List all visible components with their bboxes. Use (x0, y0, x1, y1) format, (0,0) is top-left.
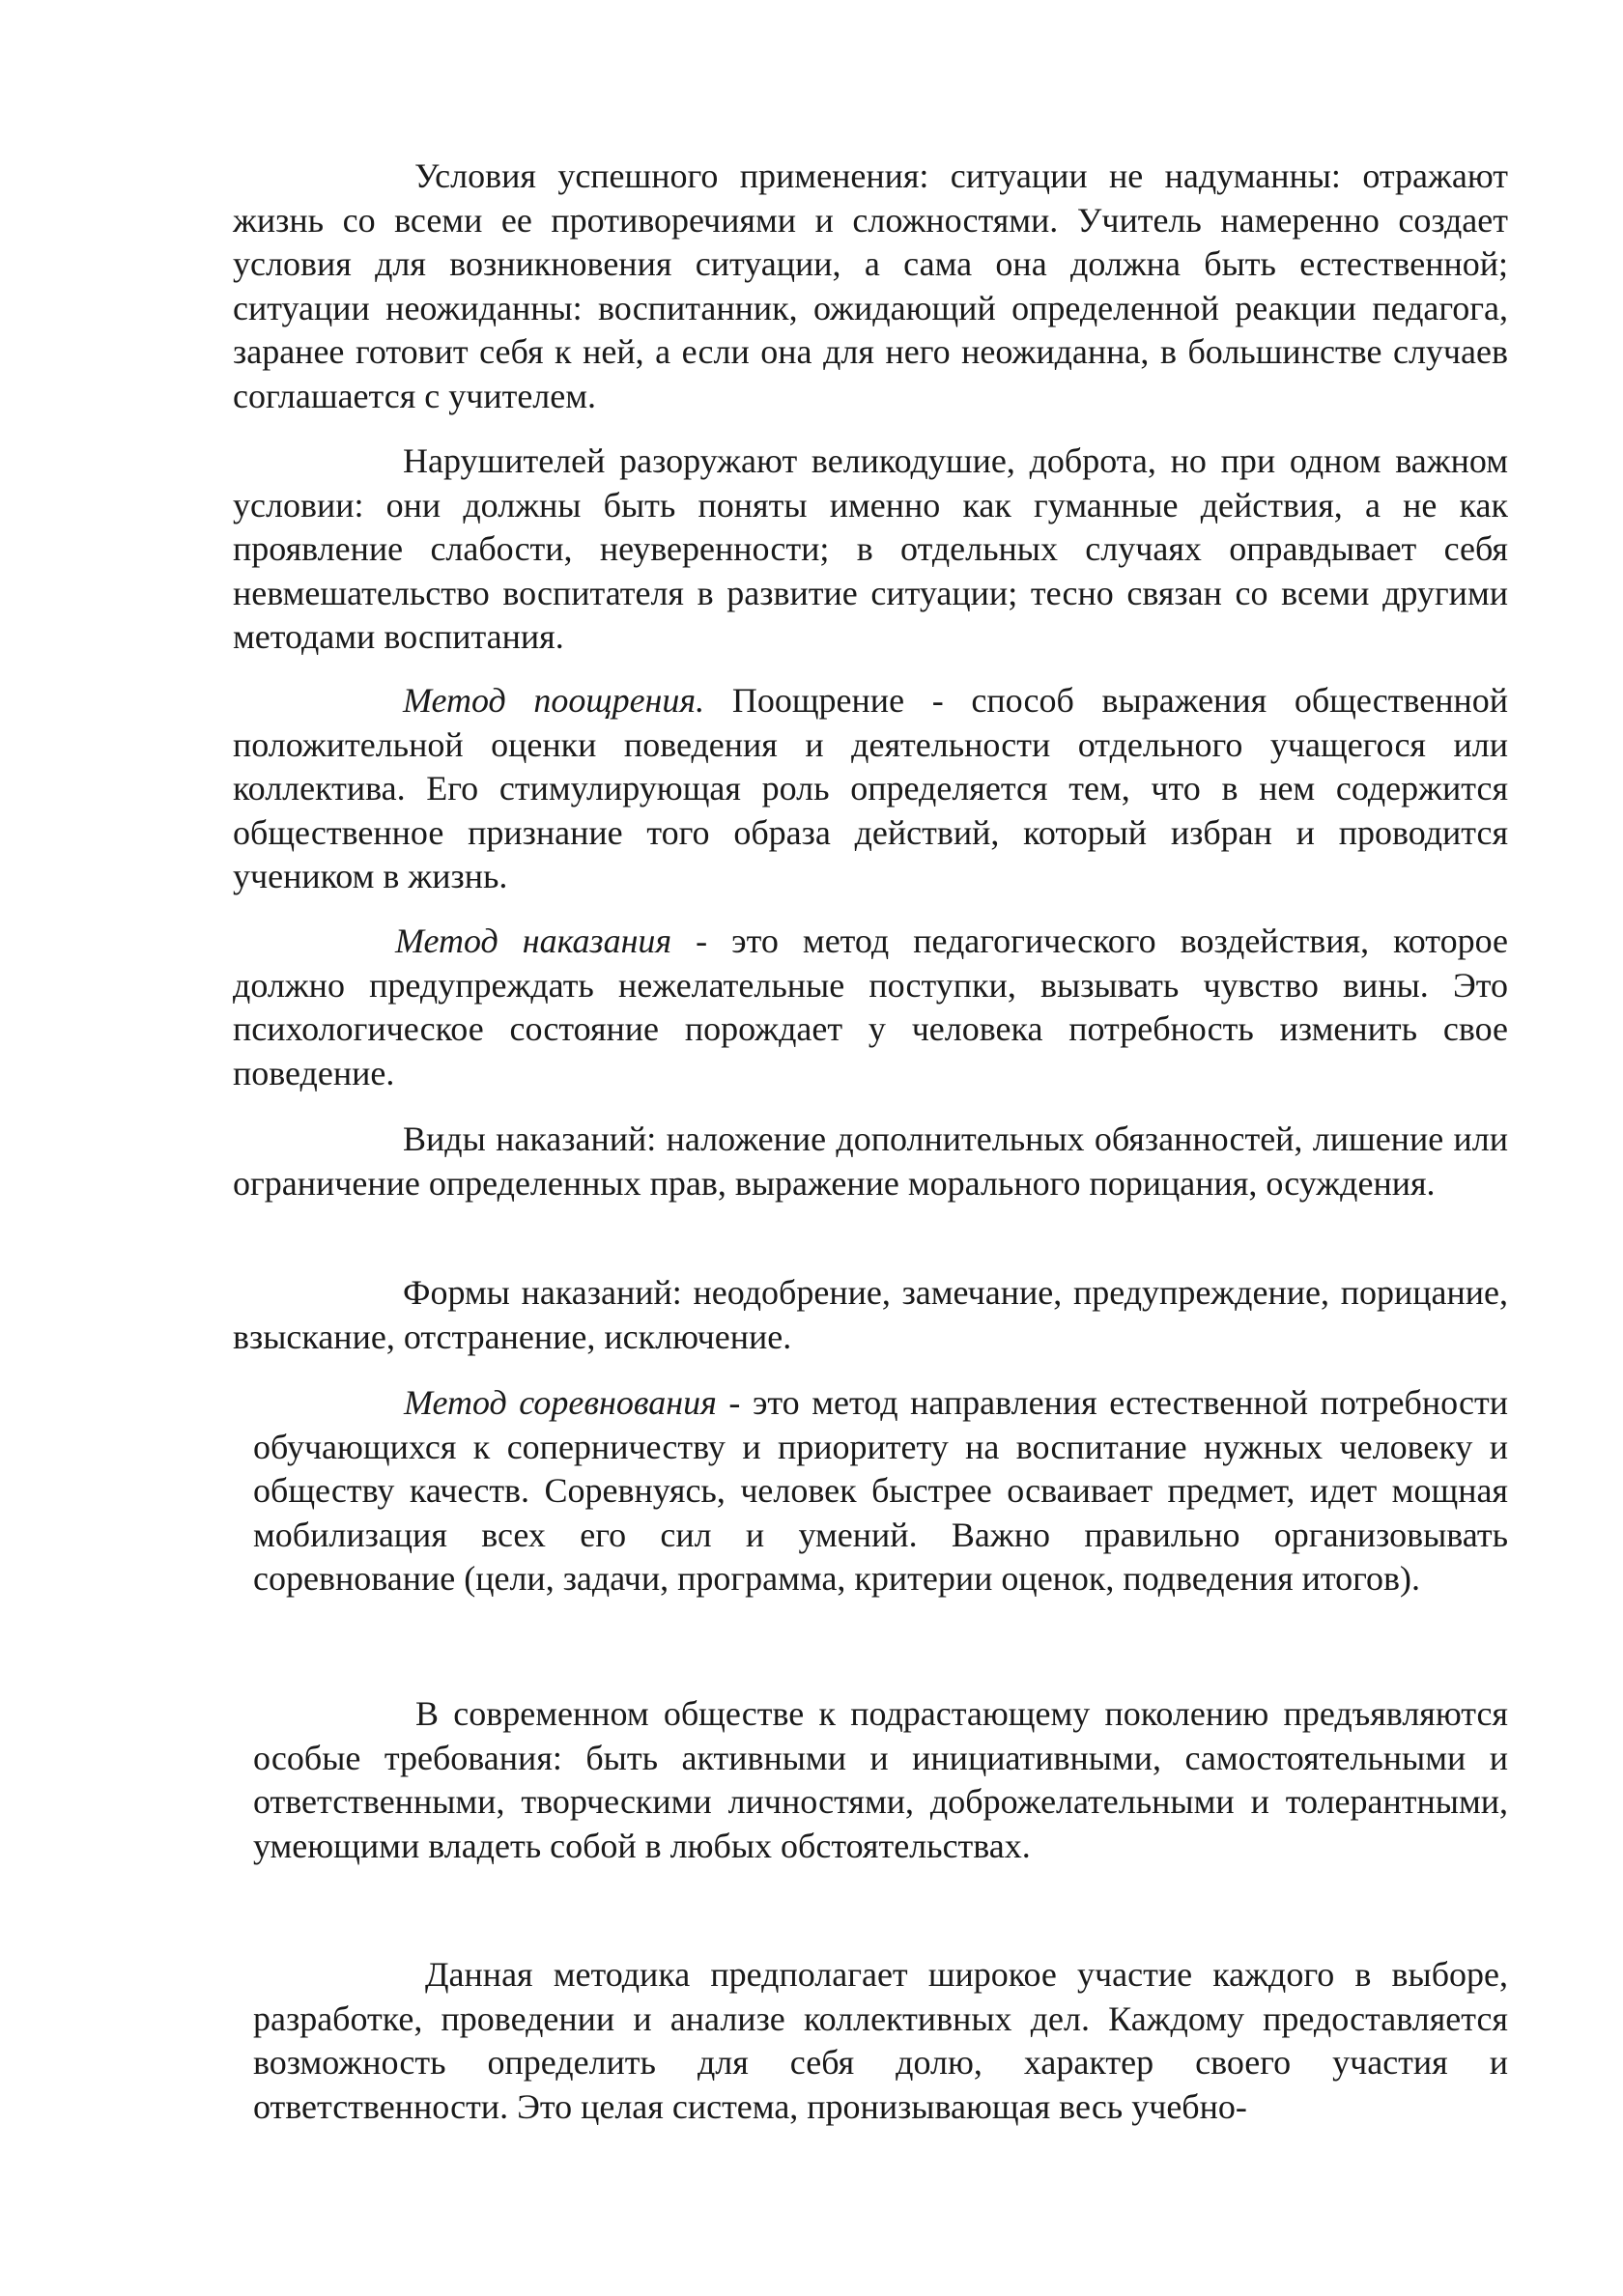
paragraph-punishment-method (233, 920, 1508, 1095)
paragraph-encouragement-method (233, 679, 1508, 899)
paragraph-competition-method (253, 1381, 1508, 1602)
paragraph-punishment-types (233, 1118, 1508, 1205)
paragraph-disarming-offenders (233, 439, 1508, 660)
paragraph-text: Нарушителей разоружают великодушие, доброта, но при одном важном условии: они должны быть поняты именно как гуманные действия, а не как проявление слабости, неуверенности; в отдельных случаях оправдывает себя невмешательство воспитателя в развитие ситуации; тесно связан со всеми другими методами воспитания. (233, 441, 1508, 657)
paragraph-text: Виды наказаний: наложение дополнительных обязанностей, лишение или ограничение определенных прав, выражение морального порицания, осуждения. (233, 1120, 1508, 1203)
paragraph-text: - это метод педагогического воздействия, которое должно предупреждать нежелательные поступки, вызывать чувство вины. Это психологическое состояние порождает у человека потребность изменить свое поведение. (233, 921, 1508, 1092)
paragraph-text: В современном обществе к подрастающему поколению предъявляются особые требования: быть активными и инициативными, самостоятельными и ответственными, творческими личностями, доброжелательными и толерантными, умеющими владеть собой в любых обстоятельствах. (253, 1694, 1508, 1865)
paragraph-text: Условия успешного применения: ситуации не надуманны: отражают жизнь со всеми ее противоречиями и сложностями. Учитель намеренно создает условия для возникновения ситуации, а сама она должна быть естественной; ситуации неожиданны: воспитанник, ожидающий определенной реакции педагога, заранее готовит себя к ней, а если она для него неожиданна, в большинстве случаев соглашается с учителем. (233, 156, 1508, 415)
method-title: Метод соревнования (404, 1383, 717, 1422)
method-title: Метод наказания (395, 921, 672, 960)
method-title: Метод поощрения. (403, 681, 705, 720)
paragraph-modern-society (253, 1692, 1508, 1868)
paragraph-situation-conditions (233, 155, 1508, 419)
paragraph-text: - это метод направления естественной потребности обучающихся к соперничеству и приоритету на воспитание нужных человеку и обществу качеств. Соревнуясь, человек быстрее осваивает предмет, идет мощная мобилизация всех его сил и умений. Важно правильно организовывать соревнование (цели, задачи, программа, критерии оценок, подведения итогов). (253, 1383, 1508, 1599)
paragraph-punishment-forms (233, 1271, 1508, 1359)
paragraph-text: Поощрение - способ выражения общественной положительной оценки поведения и деятельности отдельного учащегося или коллектива. Его стимулирующая роль определяется тем, что в нем содержится общественное признание того образа действий, который избран и проводится учеником в жизнь. (233, 681, 1509, 896)
paragraph-text: Данная методика предполагает широкое участие каждого в выборе, разработке, проведении и анализе коллективных дел. Каждому предоставляется возможность определить для себя долю, характер своего участия и ответственности. Это целая система, пронизывающая весь учебно- (253, 1955, 1508, 2126)
paragraph-methodology (253, 1953, 1508, 2129)
paragraph-text: Формы наказаний: неодобрение, замечание, предупреждение, порицание, взыскание, отстранение, исключение. (233, 1273, 1508, 1356)
